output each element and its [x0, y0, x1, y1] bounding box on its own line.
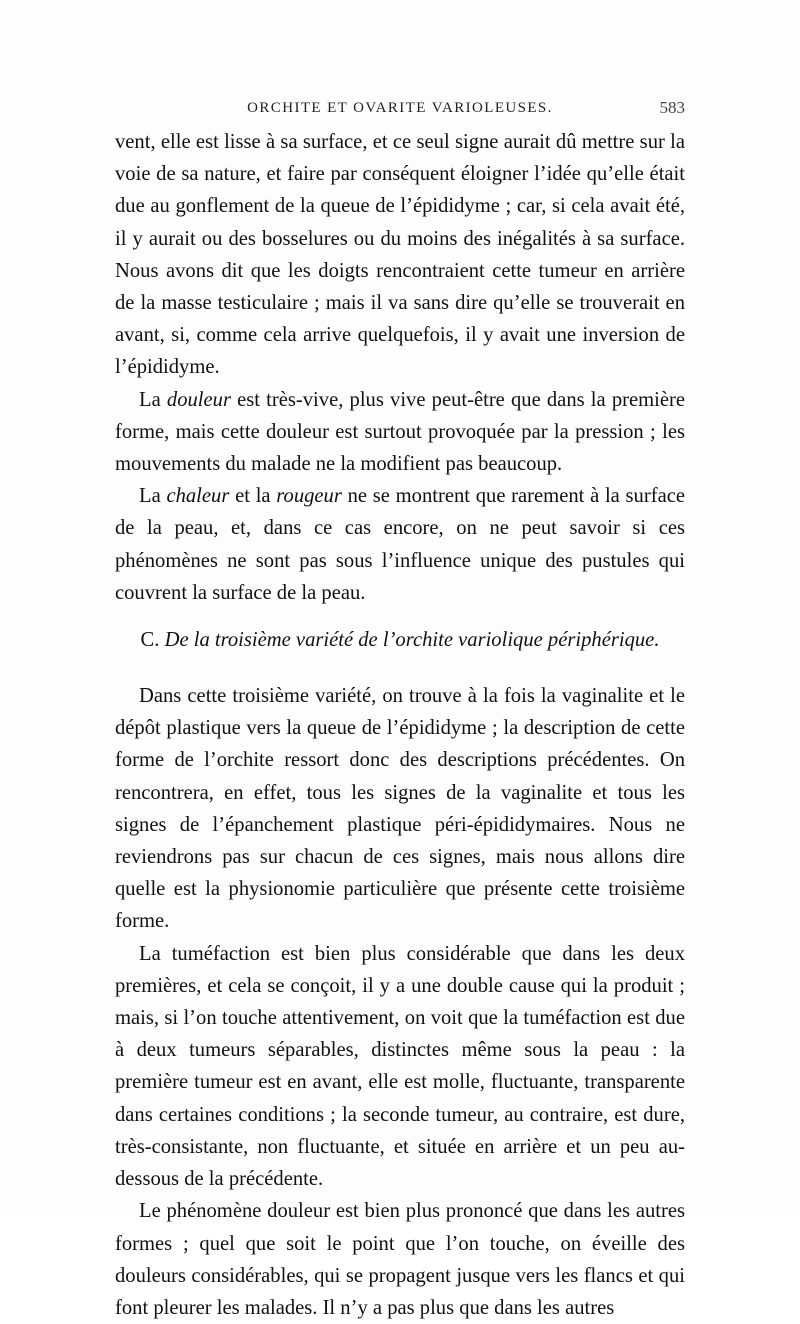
- paragraph-chaleur-middle: et la: [229, 485, 277, 508]
- paragraph-douleur-lead: La: [139, 388, 167, 411]
- emphasis-chaleur: chaleur: [166, 485, 230, 508]
- emphasis-douleur: douleur: [166, 388, 231, 411]
- section-title: De la troisième variété de l’orchite variolique périphérique.: [164, 629, 660, 652]
- section-heading: [115, 625, 685, 656]
- paragraph-continuation: vent, elle est lisse à sa surface, et ce seul signe aurait dû mettre sur la voie de sa nature, et faire par conséquent éloigner l’idée qu’elle était due au gonflement de la queue de l’épididyme ; car, si cela avait été, il y aurait ou des bosselures ou du moins des inégalités à sa surface. Nous avons dit que les doigts rencontraient cette tumeur en arrière de la masse testiculaire ; mais il va sans dire qu’elle se trouverait en avant, si, comme cela arrive quelquefois, il y avait une inversion de l’épididyme.: [115, 131, 685, 379]
- paragraph-douleur-rest: est très-vive, plus vive peut-être que dans la première forme, mais cette douleur est surtout provoquée par la pression ; les mouvements du malade ne la modifient pas beaucoup.: [115, 388, 685, 476]
- paragraph-chaleur-rest: ne se montrent que rarement à la surface de la peau, et, dans ce cas encore, on ne peut savoir si ces phénomènes ne sont pas sous l’influence unique des pustules qui couvrent la surface de la peau.: [115, 485, 685, 604]
- section-letter: C.: [140, 629, 160, 652]
- body-text: [115, 126, 685, 1324]
- paragraph-chaleur-lead: La: [139, 485, 167, 508]
- running-title: ORCHITE ET OVARITE VARIOLEUSES.: [247, 100, 553, 116]
- paragraph-troisieme-variete: Dans cette troisième variété, on trouve à la fois la vaginalite et le dépôt plastique vers la queue de l’épididyme ; la description de cette forme de l’orchite ressort donc des descriptions précédentes. On rencontrera, en effet, tous les signes de la vaginalite et tous les signes de l’épanchement plastique péri-épididymaires. Nous ne reviendrons pas sur chacun de ces signes, mais nous allons dire quelle est la physionomie particulière que présente cette troisième forme.: [115, 685, 685, 933]
- paragraph-tumefaction: La tuméfaction est bien plus considérable que dans les deux premières, et cela se conçoit, il y a une double cause qui la produit ; mais, si l’on touche attentivement, on voit que la tuméfaction est due à deux tumeurs séparables, distinctes même sous la peau : la première tumeur est en avant, elle est molle, fluctuante, transparente dans certaines conditions ; la seconde tumeur, au contraire, est dure, très-consistante, non fluctuante, et située en arrière et un peu au-dessous de la précédente.: [115, 942, 685, 1191]
- emphasis-rougeur: rougeur: [276, 485, 342, 508]
- page-number: 583: [659, 98, 685, 117]
- paragraph-douleur: [115, 384, 685, 481]
- paragraph-phenomene-douleur: Le phénomène douleur est bien plus prononcé que dans les autres formes ; quel que soit le point que l’on touche, on éveille des douleurs considérables, qui se propagent jusque vers les flancs et qui font pleurer les malades. Il n’y a pas plus que dans les autres: [115, 1200, 685, 1319]
- running-head: [115, 96, 685, 120]
- paragraph-chaleur: [115, 480, 685, 609]
